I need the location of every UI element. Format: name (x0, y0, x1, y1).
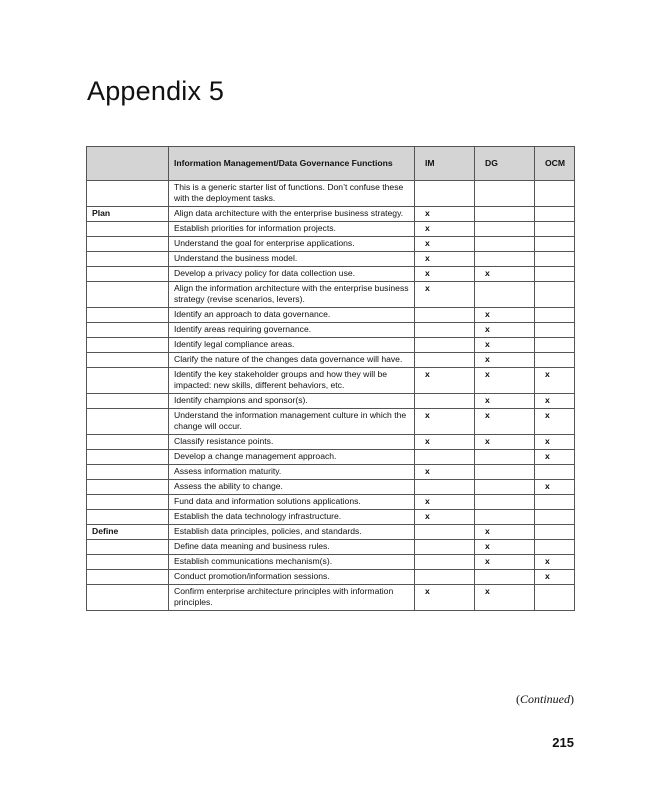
im-mark-cell (415, 181, 475, 207)
im-mark-cell: x (415, 237, 475, 252)
ocm-mark-cell (535, 323, 575, 338)
dg-mark-cell: x (475, 525, 535, 540)
function-cell: This is a generic starter list of functions. Don’t confuse these with the deployment tasks. (169, 181, 415, 207)
dg-mark-cell: x (475, 368, 535, 394)
function-cell: Develop a change management approach. (169, 450, 415, 465)
phase-cell: Plan (87, 207, 169, 222)
function-cell: Assess the ability to change. (169, 480, 415, 495)
im-mark-cell: x (415, 207, 475, 222)
table-row (87, 394, 575, 409)
dg-mark-cell (475, 510, 535, 525)
phase-cell (87, 181, 169, 207)
governance-functions-table (86, 146, 575, 611)
ocm-mark-cell (535, 495, 575, 510)
table-row (87, 252, 575, 267)
function-cell: Establish communications mechanism(s). (169, 555, 415, 570)
table-header-row (87, 147, 575, 181)
function-cell: Clarify the nature of the changes data governance will have. (169, 353, 415, 368)
phase-cell (87, 570, 169, 585)
im-mark-cell (415, 338, 475, 353)
phase-cell (87, 267, 169, 282)
ocm-mark-cell: x (535, 368, 575, 394)
header-phase (87, 147, 169, 181)
im-mark-cell: x (415, 368, 475, 394)
table-row (87, 368, 575, 394)
function-cell: Align data architecture with the enterprise business strategy. (169, 207, 415, 222)
im-mark-cell: x (415, 510, 475, 525)
table-row (87, 282, 575, 308)
dg-mark-cell: x (475, 435, 535, 450)
phase-cell (87, 222, 169, 237)
im-mark-cell (415, 323, 475, 338)
dg-mark-cell: x (475, 394, 535, 409)
table-row (87, 267, 575, 282)
ocm-mark-cell: x (535, 555, 575, 570)
function-cell: Identify areas requiring governance. (169, 323, 415, 338)
table-row (87, 480, 575, 495)
phase-cell (87, 282, 169, 308)
page-number: 215 (552, 735, 574, 750)
table-row (87, 540, 575, 555)
table-row (87, 222, 575, 237)
phase-cell (87, 338, 169, 353)
function-cell: Identify an approach to data governance. (169, 308, 415, 323)
dg-mark-cell: x (475, 555, 535, 570)
im-mark-cell: x (415, 409, 475, 435)
dg-mark-cell: x (475, 267, 535, 282)
dg-mark-cell (475, 570, 535, 585)
ocm-mark-cell (535, 252, 575, 267)
phase-cell (87, 555, 169, 570)
ocm-mark-cell (535, 282, 575, 308)
ocm-mark-cell: x (535, 480, 575, 495)
function-cell: Establish priorities for information projects. (169, 222, 415, 237)
phase-cell (87, 585, 169, 611)
phase-cell (87, 540, 169, 555)
im-mark-cell: x (415, 465, 475, 480)
ocm-mark-cell (535, 181, 575, 207)
ocm-mark-cell (535, 585, 575, 611)
function-cell: Confirm enterprise architecture principles with information principles. (169, 585, 415, 611)
continued-note (516, 692, 574, 707)
function-cell: Assess information maturity. (169, 465, 415, 480)
function-cell: Develop a privacy policy for data collection use. (169, 267, 415, 282)
dg-mark-cell (475, 181, 535, 207)
table-row (87, 465, 575, 480)
phase-cell (87, 323, 169, 338)
dg-mark-cell: x (475, 338, 535, 353)
dg-mark-cell (475, 282, 535, 308)
table-row (87, 237, 575, 252)
im-mark-cell (415, 394, 475, 409)
table-row (87, 450, 575, 465)
table-row (87, 207, 575, 222)
phase-cell: Define (87, 525, 169, 540)
ocm-mark-cell (535, 267, 575, 282)
dg-mark-cell: x (475, 308, 535, 323)
im-mark-cell (415, 570, 475, 585)
dg-mark-cell: x (475, 353, 535, 368)
table-row (87, 338, 575, 353)
header-dg: DG (475, 147, 535, 181)
header-functions: Information Management/Data Governance Functions (169, 147, 415, 181)
ocm-mark-cell (535, 237, 575, 252)
table-row (87, 323, 575, 338)
continued-label: Continued (520, 692, 570, 706)
table-row (87, 353, 575, 368)
ocm-mark-cell: x (535, 450, 575, 465)
table-row (87, 525, 575, 540)
table-row (87, 555, 575, 570)
im-mark-cell (415, 353, 475, 368)
function-cell: Understand the information management culture in which the change will occur. (169, 409, 415, 435)
ocm-mark-cell: x (535, 570, 575, 585)
phase-cell (87, 450, 169, 465)
phase-cell (87, 368, 169, 394)
dg-mark-cell (475, 222, 535, 237)
ocm-mark-cell (535, 207, 575, 222)
ocm-mark-cell (535, 465, 575, 480)
table-row (87, 409, 575, 435)
function-cell: Identify the key stakeholder groups and how they will be impacted: new skills, different behaviors, etc. (169, 368, 415, 394)
im-mark-cell: x (415, 585, 475, 611)
table-row (87, 181, 575, 207)
im-mark-cell: x (415, 222, 475, 237)
dg-mark-cell (475, 465, 535, 480)
im-mark-cell (415, 308, 475, 323)
phase-cell (87, 353, 169, 368)
ocm-mark-cell (535, 338, 575, 353)
phase-cell (87, 409, 169, 435)
table-row (87, 570, 575, 585)
dg-mark-cell: x (475, 323, 535, 338)
ocm-mark-cell (535, 222, 575, 237)
function-cell: Identify champions and sponsor(s). (169, 394, 415, 409)
dg-mark-cell (475, 207, 535, 222)
dg-mark-cell: x (475, 540, 535, 555)
function-cell: Establish the data technology infrastructure. (169, 510, 415, 525)
im-mark-cell: x (415, 435, 475, 450)
function-cell: Establish data principles, policies, and standards. (169, 525, 415, 540)
phase-cell (87, 435, 169, 450)
phase-cell (87, 237, 169, 252)
table-row (87, 308, 575, 323)
im-mark-cell: x (415, 282, 475, 308)
im-mark-cell (415, 480, 475, 495)
ocm-mark-cell (535, 525, 575, 540)
phase-cell (87, 510, 169, 525)
table-row (87, 585, 575, 611)
table-row (87, 495, 575, 510)
ocm-mark-cell (535, 308, 575, 323)
ocm-mark-cell (535, 510, 575, 525)
dg-mark-cell (475, 237, 535, 252)
function-cell: Understand the goal for enterprise applications. (169, 237, 415, 252)
im-mark-cell (415, 450, 475, 465)
function-cell: Identify legal compliance areas. (169, 338, 415, 353)
im-mark-cell (415, 540, 475, 555)
phase-cell (87, 480, 169, 495)
ocm-mark-cell: x (535, 394, 575, 409)
function-cell: Fund data and information solutions applications. (169, 495, 415, 510)
dg-mark-cell: x (475, 409, 535, 435)
dg-mark-cell (475, 252, 535, 267)
table-row (87, 510, 575, 525)
continued-open-paren: ( (516, 692, 520, 706)
im-mark-cell (415, 525, 475, 540)
im-mark-cell: x (415, 252, 475, 267)
dg-mark-cell (475, 450, 535, 465)
table-body (87, 181, 575, 611)
im-mark-cell: x (415, 495, 475, 510)
im-mark-cell (415, 555, 475, 570)
im-mark-cell: x (415, 267, 475, 282)
function-cell: Understand the business model. (169, 252, 415, 267)
page-title: Appendix 5 (87, 76, 225, 106)
phase-cell (87, 308, 169, 323)
phase-cell (87, 394, 169, 409)
phase-cell (87, 252, 169, 267)
function-cell: Conduct promotion/information sessions. (169, 570, 415, 585)
header-ocm: OCM (535, 147, 575, 181)
ocm-mark-cell (535, 353, 575, 368)
phase-cell (87, 495, 169, 510)
continued-close-paren: ) (570, 692, 574, 706)
table-row (87, 435, 575, 450)
dg-mark-cell (475, 480, 535, 495)
function-cell: Align the information architecture with the enterprise business strategy (revise scenarios, levers). (169, 282, 415, 308)
header-im: IM (415, 147, 475, 181)
dg-mark-cell: x (475, 585, 535, 611)
ocm-mark-cell: x (535, 435, 575, 450)
function-cell: Classify resistance points. (169, 435, 415, 450)
phase-cell (87, 465, 169, 480)
ocm-mark-cell (535, 540, 575, 555)
ocm-mark-cell: x (535, 409, 575, 435)
dg-mark-cell (475, 495, 535, 510)
function-cell: Define data meaning and business rules. (169, 540, 415, 555)
